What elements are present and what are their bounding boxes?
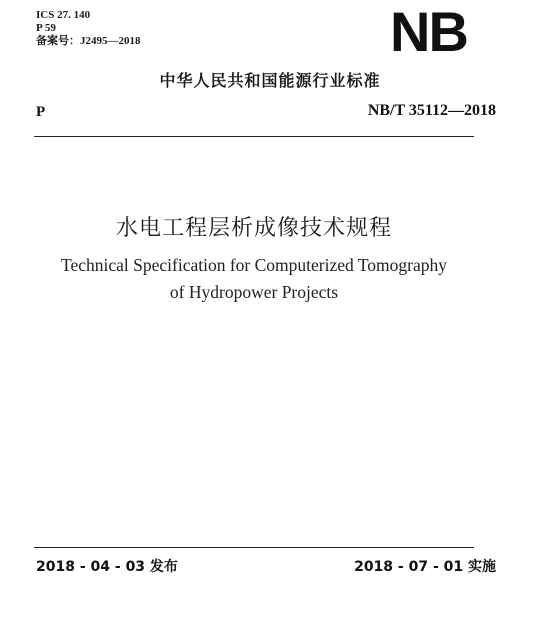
title-english-line1: Technical Specification for Computerized Tomography (61, 255, 447, 275)
implementation-date: 2018 - 07 - 01 实施 (354, 559, 496, 575)
bottom-divider (34, 547, 474, 548)
ics-code: ICS 27. 140 (36, 9, 91, 21)
top-divider (34, 136, 474, 137)
standard-number: NB/T 35112—2018 (367, 102, 496, 119)
filing-number: 备案号：J2495—2018 (36, 35, 141, 47)
metadata-block (36, 9, 141, 48)
classification-letter: P (36, 104, 46, 120)
issuing-authority: 中华人民共和国能源行业标准 (159, 71, 381, 90)
nb-logo: NB (390, 0, 467, 63)
title-english-line2: of Hydropower Projects (169, 282, 339, 302)
title-chinese: 水电工程层析成像技术规程 (115, 216, 392, 241)
category-code: P 59 (36, 22, 56, 34)
issue-date: 2018 - 04 - 03 发布 (36, 559, 178, 575)
